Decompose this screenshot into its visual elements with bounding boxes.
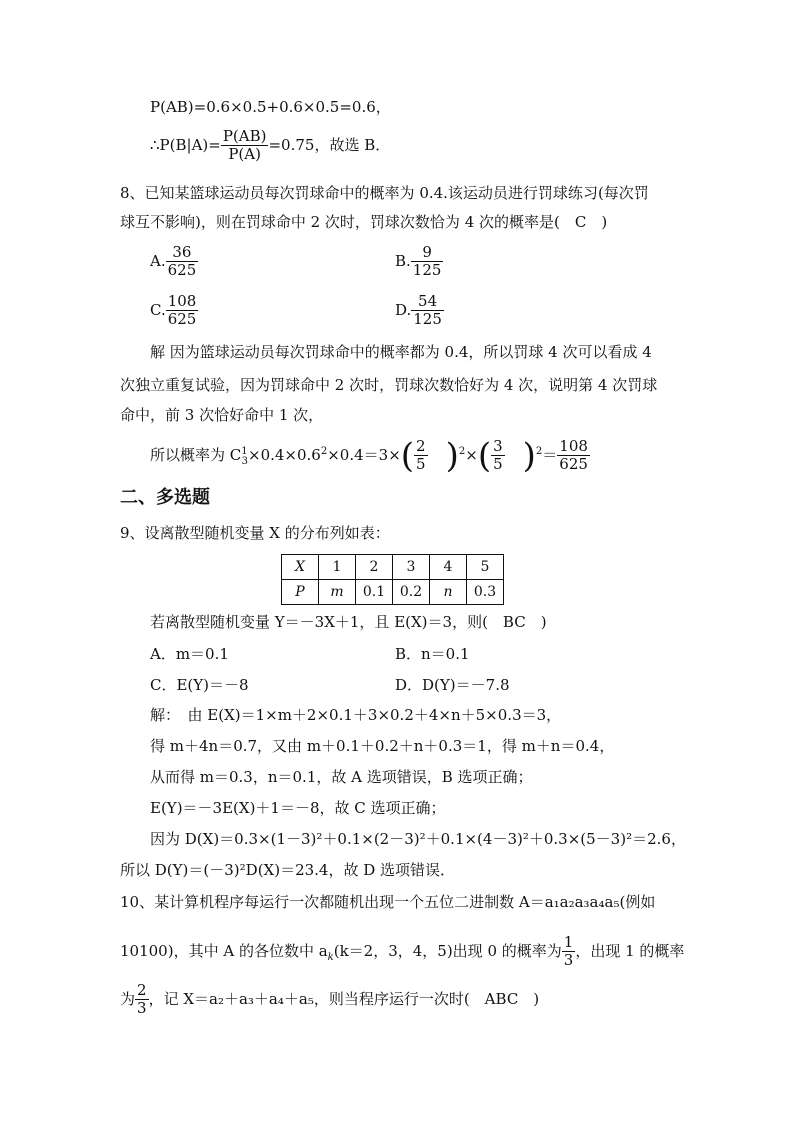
q9-option-a: A．m＝0.1 (150, 645, 229, 663)
q8-solution-line3: 命中，前 3 次恰好命中 1 次， (120, 406, 324, 424)
q9-solution-line3: 从而得 m＝0.3，n＝0.1，故 A 选项错误，B 选项正确； (150, 768, 533, 786)
cond-fraction: $\frac{P(AB)}{P(A)}$ (222, 127, 267, 164)
q8-option-a: A. $\frac{36}{625}$ (150, 243, 197, 280)
q8-solution-line1: 解 因为篮球运动员每次罚球命中的概率都为 0.4，所以罚球 4 次可以看成 4 (150, 343, 652, 361)
cond-tail: =0.75，故选 B． (268, 135, 391, 154)
q9-option-d: D．D(Y)＝－7.8 (395, 676, 510, 694)
q8-probability-line: 所以概率为 $C^1_3\times 0.4\times 0.6^2\times 0.4=3\times$( $\frac{2}{5}$ )$^2$×( $\frac{3}{5}$ )$^2$＝ $\frac{108}{625}$ (150, 435, 588, 476)
table-row: X 1 2 3 4 5 (282, 555, 504, 580)
table-row: P m 0.1 0.2 n 0.3 (282, 580, 504, 605)
q9-option-b: B．n＝0.1 (395, 645, 470, 663)
q10-line2: 10100)，其中 A 的各位数中 $a_k(k=2$，3，4，5)出现 0 的概率为 $\frac{1}{3}$ ，出现 1 的概率 (120, 933, 685, 970)
distribution-table (281, 554, 504, 605)
q9-solution-line6: 所以 D(Y)＝(－3)²D(X)＝23.4，故 D 选项错误． (120, 861, 456, 879)
q8-option-b: B. $\frac{9}{125}$ (395, 243, 442, 280)
q9-solution-line2: 得 m＋4n＝0.7，又由 m＋0.1＋0.2＋n＋0.3＝1，得 m＋n＝0.4， (150, 737, 615, 755)
q8-solution-line2: 次独立重复试验，因为罚球命中 2 次时，罚球次数恰好为 4 次，说明第 4 次罚球 (120, 376, 658, 394)
binomial-sup: $^1_3$ (241, 445, 248, 467)
q9-solution-line4: E(Y)＝－3E(X)＋1＝－8，故 C 选项正确； (150, 799, 446, 817)
q9-solution-line1: 解： 由 E(X)＝1×m＋2×0.1＋3×0.2＋4×n＋5×0.3＝3， (150, 706, 562, 724)
conditional-probability-line (150, 128, 390, 164)
q9-stem: 9、设离散型随机变量 X 的分布列如表： (120, 524, 390, 542)
q10-line1: 10、某计算机程序每运行一次都随机出现一个五位二进制数 A＝a₁a₂a₃a₄a₅(例如 (120, 893, 656, 911)
cond-lead: ∴P(B|A)= (150, 135, 221, 154)
q9-condition: 若离散型随机变量 Y＝－3X＋1，且 E(X)＝3，则( BC ) (150, 613, 547, 631)
q9-option-c: C．E(Y)＝－8 (150, 676, 249, 694)
q8-line2: 球互不影响)，则在罚球命中 2 次时，罚球次数恰为 4 次的概率是( C ) (120, 213, 608, 231)
q8-option-d: D. $\frac{54}{125}$ (395, 292, 442, 329)
q9-solution-line5: 因为 D(X)＝0.3×(1－3)²＋0.1×(2－3)²＋0.1×(4－3)²＋0.3×(5－3)²＝2.6， (150, 830, 686, 848)
section-heading: 二、多选题 (120, 487, 210, 508)
pab-line: P(AB)=0.6×0.5+0.6×0.5=0.6， (150, 98, 391, 116)
q8-line1: 8、已知某篮球运动员每次罚球命中的概率为 0.4.该运动员进行罚球练习(每次罚 (120, 184, 649, 202)
q8-option-c: C. $\frac{108}{625}$ (150, 292, 197, 329)
q10-line3: 为 $\frac{2}{3}$ ，记 X＝a₂＋a₃＋a₄＋a₅，则当程序运行一次时( ABC ) (120, 981, 540, 1018)
